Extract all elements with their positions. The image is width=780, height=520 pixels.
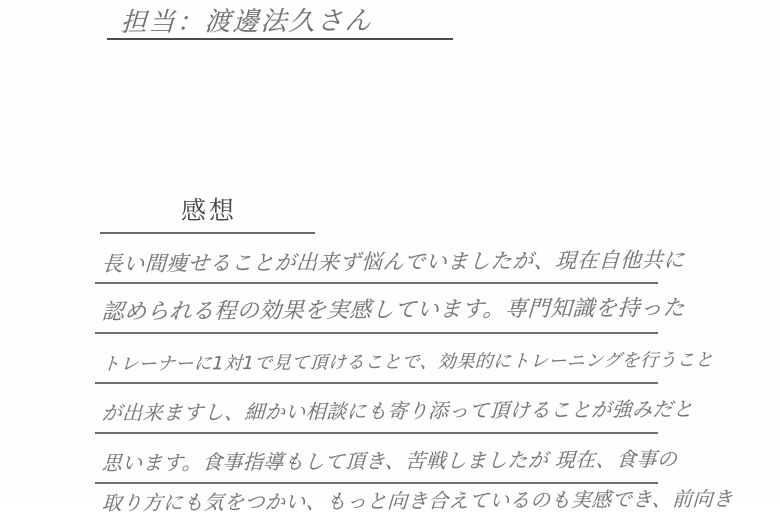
feedback-section-label: 感想 bbox=[181, 197, 238, 225]
handwritten-comment-line: 認められる程の効果を実感しています。専門知識を持った bbox=[101, 295, 686, 325]
staff-name-underline bbox=[107, 38, 453, 40]
ruled-line bbox=[95, 332, 658, 334]
handwritten-comment-line: 思います。食事指導もして頂き、苦戦しましたが 現在、食事の bbox=[101, 446, 678, 475]
staff-name-handwritten: 担当：渡邊法久さん bbox=[120, 6, 374, 38]
handwritten-comment-line: 長い間痩せることが出来ず悩んでいましたが、現在自他共に bbox=[101, 247, 686, 276]
handwritten-comment-line: トレーナーに1対1で見て頂けることで、効果的にトレーニングを行うこと bbox=[101, 349, 715, 375]
handwritten-comment-line-partial: 取り方にも気をつかい、もっと向き合えているのも実感でき、前向き bbox=[101, 486, 734, 515]
ruled-line bbox=[95, 282, 658, 284]
ruled-line bbox=[95, 382, 658, 384]
ruled-line bbox=[95, 432, 658, 434]
handwritten-comment-line: が出来ますし、細かい相談にも寄り添って頂けることが強みだと bbox=[101, 396, 694, 425]
feedback-label-underline bbox=[100, 232, 315, 234]
